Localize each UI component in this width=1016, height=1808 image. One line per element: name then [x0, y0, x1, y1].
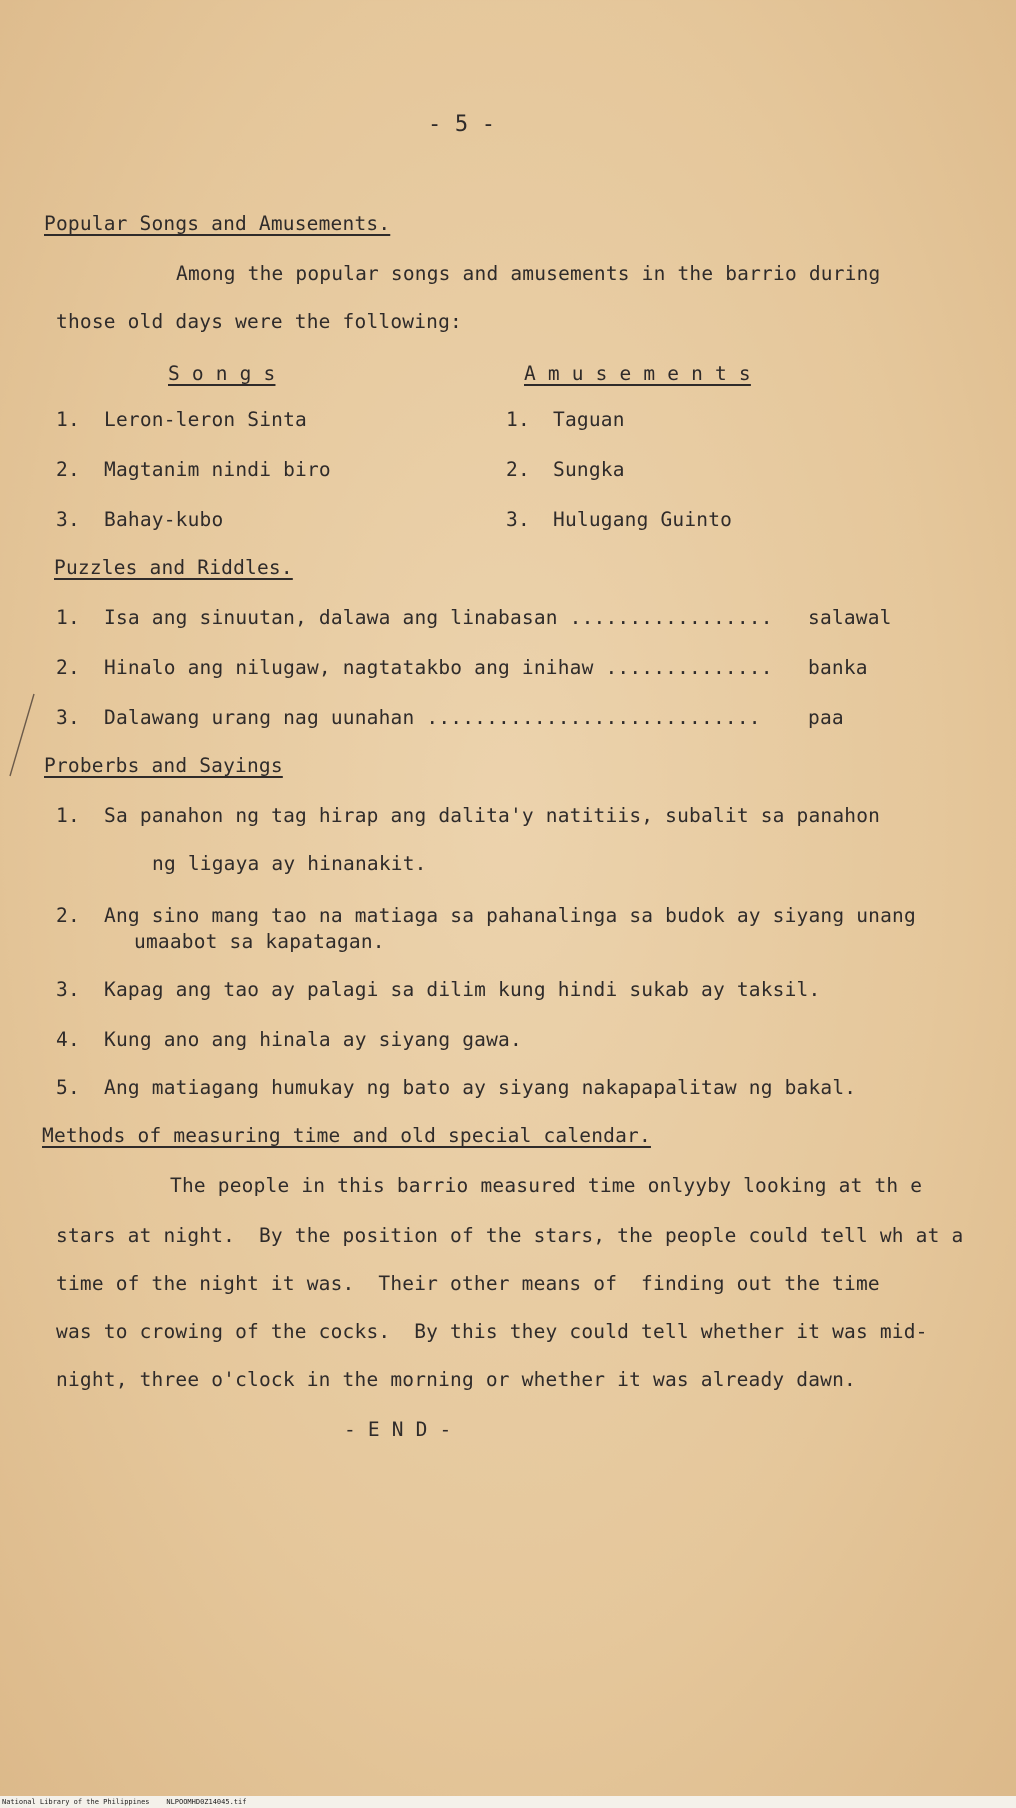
amusement-number: 2.	[506, 458, 530, 481]
proverb-text: Kapag ang tao ay palagi sa dilim kung hindi sukab ay taksil.	[104, 978, 821, 1001]
paragraph-line: The people in this barrio measured time onlyyby looking at th e	[170, 1174, 923, 1197]
section-heading-songs: Popular Songs and Amusements.	[44, 212, 391, 235]
section-heading-proverbs: Proberbs and Sayings	[44, 754, 283, 777]
end-marker: - E N D -	[344, 1418, 452, 1441]
riddle-text: Isa ang sinuutan, dalawa ang linabasan .................	[104, 606, 773, 629]
songs-column-header: S o n g s	[168, 362, 276, 385]
paragraph-line: time of the night it was. Their other means of finding out the time	[56, 1272, 880, 1295]
proverb-text: Sa panahon ng tag hirap ang dalita'y natitiis, subalit sa panahon	[104, 804, 881, 827]
amusement-title: Hulugang Guinto	[553, 508, 733, 531]
song-number: 1.	[56, 408, 80, 431]
riddle-answer: paa	[808, 706, 844, 729]
proverb-text: Kung ano ang hinala ay siyang gawa.	[104, 1028, 522, 1051]
section-heading-riddles: Puzzles and Riddles.	[54, 556, 293, 579]
proverb-text: Ang matiagang humukay ng bato ay siyang nakapapalitaw ng bakal.	[104, 1076, 857, 1099]
proverb-number: 4.	[56, 1028, 80, 1051]
riddle-number: 2.	[56, 656, 80, 679]
riddle-text: Hinalo ang nilugaw, nagtatakbo ang inihaw ..............	[104, 656, 773, 679]
amusements-column-header: A m u s e m e n t s	[524, 362, 751, 385]
song-title: Leron-leron Sinta	[104, 408, 307, 431]
proverb-text-continued: umaabot sa kapatagan.	[134, 930, 385, 953]
amusement-title: Sungka	[553, 458, 625, 481]
intro-line-2: those old days were the following:	[56, 310, 462, 333]
amusement-number: 3.	[506, 508, 530, 531]
pencil-margin-line-icon	[4, 690, 44, 780]
proverb-number: 5.	[56, 1076, 80, 1099]
paragraph-line: was to crowing of the cocks. By this they could tell whether it was mid-	[56, 1320, 928, 1343]
footer-caption: National Library of the Philippines NLPOOMHD0Z14045.tif	[0, 1796, 1016, 1808]
amusement-number: 1.	[506, 408, 530, 431]
song-title: Magtanim nindi biro	[104, 458, 331, 481]
proverb-number: 2.	[56, 904, 80, 927]
riddle-number: 3.	[56, 706, 80, 729]
amusement-title: Taguan	[553, 408, 625, 431]
page-number: - 5 -	[428, 112, 496, 137]
riddle-number: 1.	[56, 606, 80, 629]
song-number: 2.	[56, 458, 80, 481]
intro-line-1: Among the popular songs and amusements in the barrio during	[176, 262, 881, 285]
riddle-answer: banka	[808, 656, 868, 679]
section-heading-time: Methods of measuring time and old special calendar.	[42, 1124, 651, 1147]
proverb-text-continued: ng ligaya ay hinanakit.	[152, 852, 427, 875]
song-number: 3.	[56, 508, 80, 531]
paragraph-line: night, three o'clock in the morning or whether it was already dawn.	[56, 1368, 856, 1391]
riddle-answer: salawal	[808, 606, 892, 629]
proverb-number: 1.	[56, 804, 80, 827]
proverb-text: Ang sino mang tao na matiaga sa pahanalinga sa budok ay siyang unang	[104, 904, 916, 927]
song-title: Bahay-kubo	[104, 508, 224, 531]
proverb-number: 3.	[56, 978, 80, 1001]
paragraph-line: stars at night. By the position of the stars, the people could tell wh at a	[56, 1224, 964, 1247]
riddle-text: Dalawang urang nag uunahan ............................	[104, 706, 761, 729]
